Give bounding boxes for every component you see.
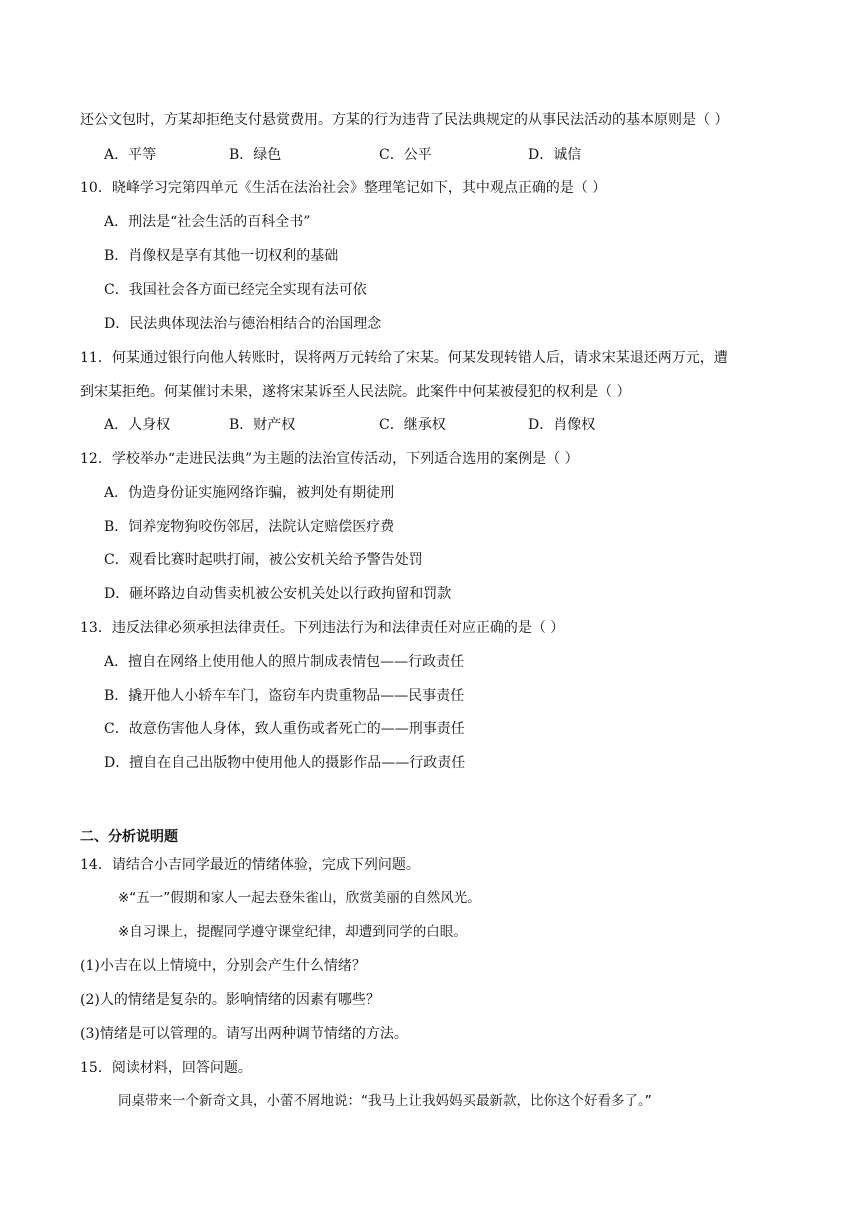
question-10-option-d: D．民法典体现法治与德治相结合的治国理念	[104, 316, 382, 332]
question-13-option-d: D．擅自在自己出版物中使用他人的摄影作品——行政责任	[104, 755, 466, 771]
question-12-stem: 12．学校举办“走进民法典”为主题的法治宣传活动，下列适合选用的案例是（ ）	[80, 451, 579, 467]
question-13-option-c: C．故意伤害他人身体，致人重伤或者死亡的——刑事责任	[104, 721, 465, 737]
question-14-material-1: ※“五一”假期和家人一起去登朱雀山，欣赏美丽的自然风光。	[118, 890, 481, 906]
question-10-option-c: C．我国社会各方面已经完全实现有法可依	[104, 282, 367, 298]
question-10-option-a: A．刑法是“社会生活的百科全书”	[104, 214, 311, 230]
question-12-option-b: B．饲养宠物狗咬伤邻居，法院认定赔偿医疗费	[104, 519, 395, 535]
option-d: D．肖像权	[528, 417, 596, 433]
option-d: D．诚信	[528, 147, 582, 163]
question-12-option-d: D．砸坏路边自动售卖机被公安机关处以行政拘留和罚款	[104, 586, 452, 602]
question-14-sub-3: (3)情绪是可以管理的。请写出两种调节情绪的方法。	[80, 1026, 408, 1042]
question-14-stem: 14．请结合小吉同学最近的情绪体验，完成下列问题。	[80, 857, 420, 873]
option-a: A．平等	[104, 147, 157, 163]
question-14-material-2: ※自习课上，提醒同学遵守课堂纪律，却遭到同学的白眼。	[118, 924, 467, 940]
question-13-stem: 13．违反法律必须承担法律责任。下列违法行为和法律责任对应正确的是（ ）	[80, 620, 565, 636]
question-13-option-a: A．擅自在网络上使用他人的照片制成表情包——行政责任	[104, 654, 465, 670]
question-10-option-b: B．肖像权是享有其他一切权利的基础	[104, 248, 339, 264]
question-12-option-a: A．伪造身份证实施网络诈骗，被判处有期徒刑	[104, 485, 395, 501]
question-15-stem: 15．阅读材料，回答问题。	[80, 1060, 252, 1076]
question-13-option-b: B．撬开他人小轿车车门，盗窃车内贵重物品——民事责任	[104, 688, 465, 704]
question-15-material: 同桌带来一个新奇文具，小蕾不屑地说：“我马上让我妈妈买最新款，比你这个好看多了。”	[118, 1093, 652, 1109]
question-14-sub-2: (2)人的情绪是复杂的。影响情绪的因素有哪些？	[80, 992, 380, 1008]
option-b: B．财产权	[229, 417, 296, 433]
question-9-continuation: 还公文包时，方某却拒绝支付悬赏费用。方某的行为违背了民法典规定的从事民法活动的基本原则是（ ）	[80, 112, 729, 128]
section-heading: 二、分析说明题	[80, 829, 178, 845]
question-11-stem-line1: 11．何某通过银行向他人转账时，误将两万元转给了宋某。何某发现转错人后，请求宋某退还两万元，遭	[80, 350, 728, 366]
question-12-option-c: C．观看比赛时起哄打闹，被公安机关给予警告处罚	[104, 552, 423, 568]
question-11-stem-line2: 到宋某拒绝。何某催讨未果，遂将宋某诉至人民法院。此案件中何某被侵犯的权利是（ ）	[80, 384, 631, 400]
option-a: A．人身权	[104, 417, 171, 433]
option-b: B．绿色	[229, 147, 282, 163]
option-c: C．继承权	[379, 417, 446, 433]
option-c: C．公平	[379, 147, 432, 163]
question-10-stem: 10．晓峰学习完第四单元《生活在法治社会》整理笔记如下，其中观点正确的是（ ）	[80, 180, 607, 196]
question-14-sub-1: (1)小吉在以上情境中，分别会产生什么情绪？	[80, 958, 366, 974]
